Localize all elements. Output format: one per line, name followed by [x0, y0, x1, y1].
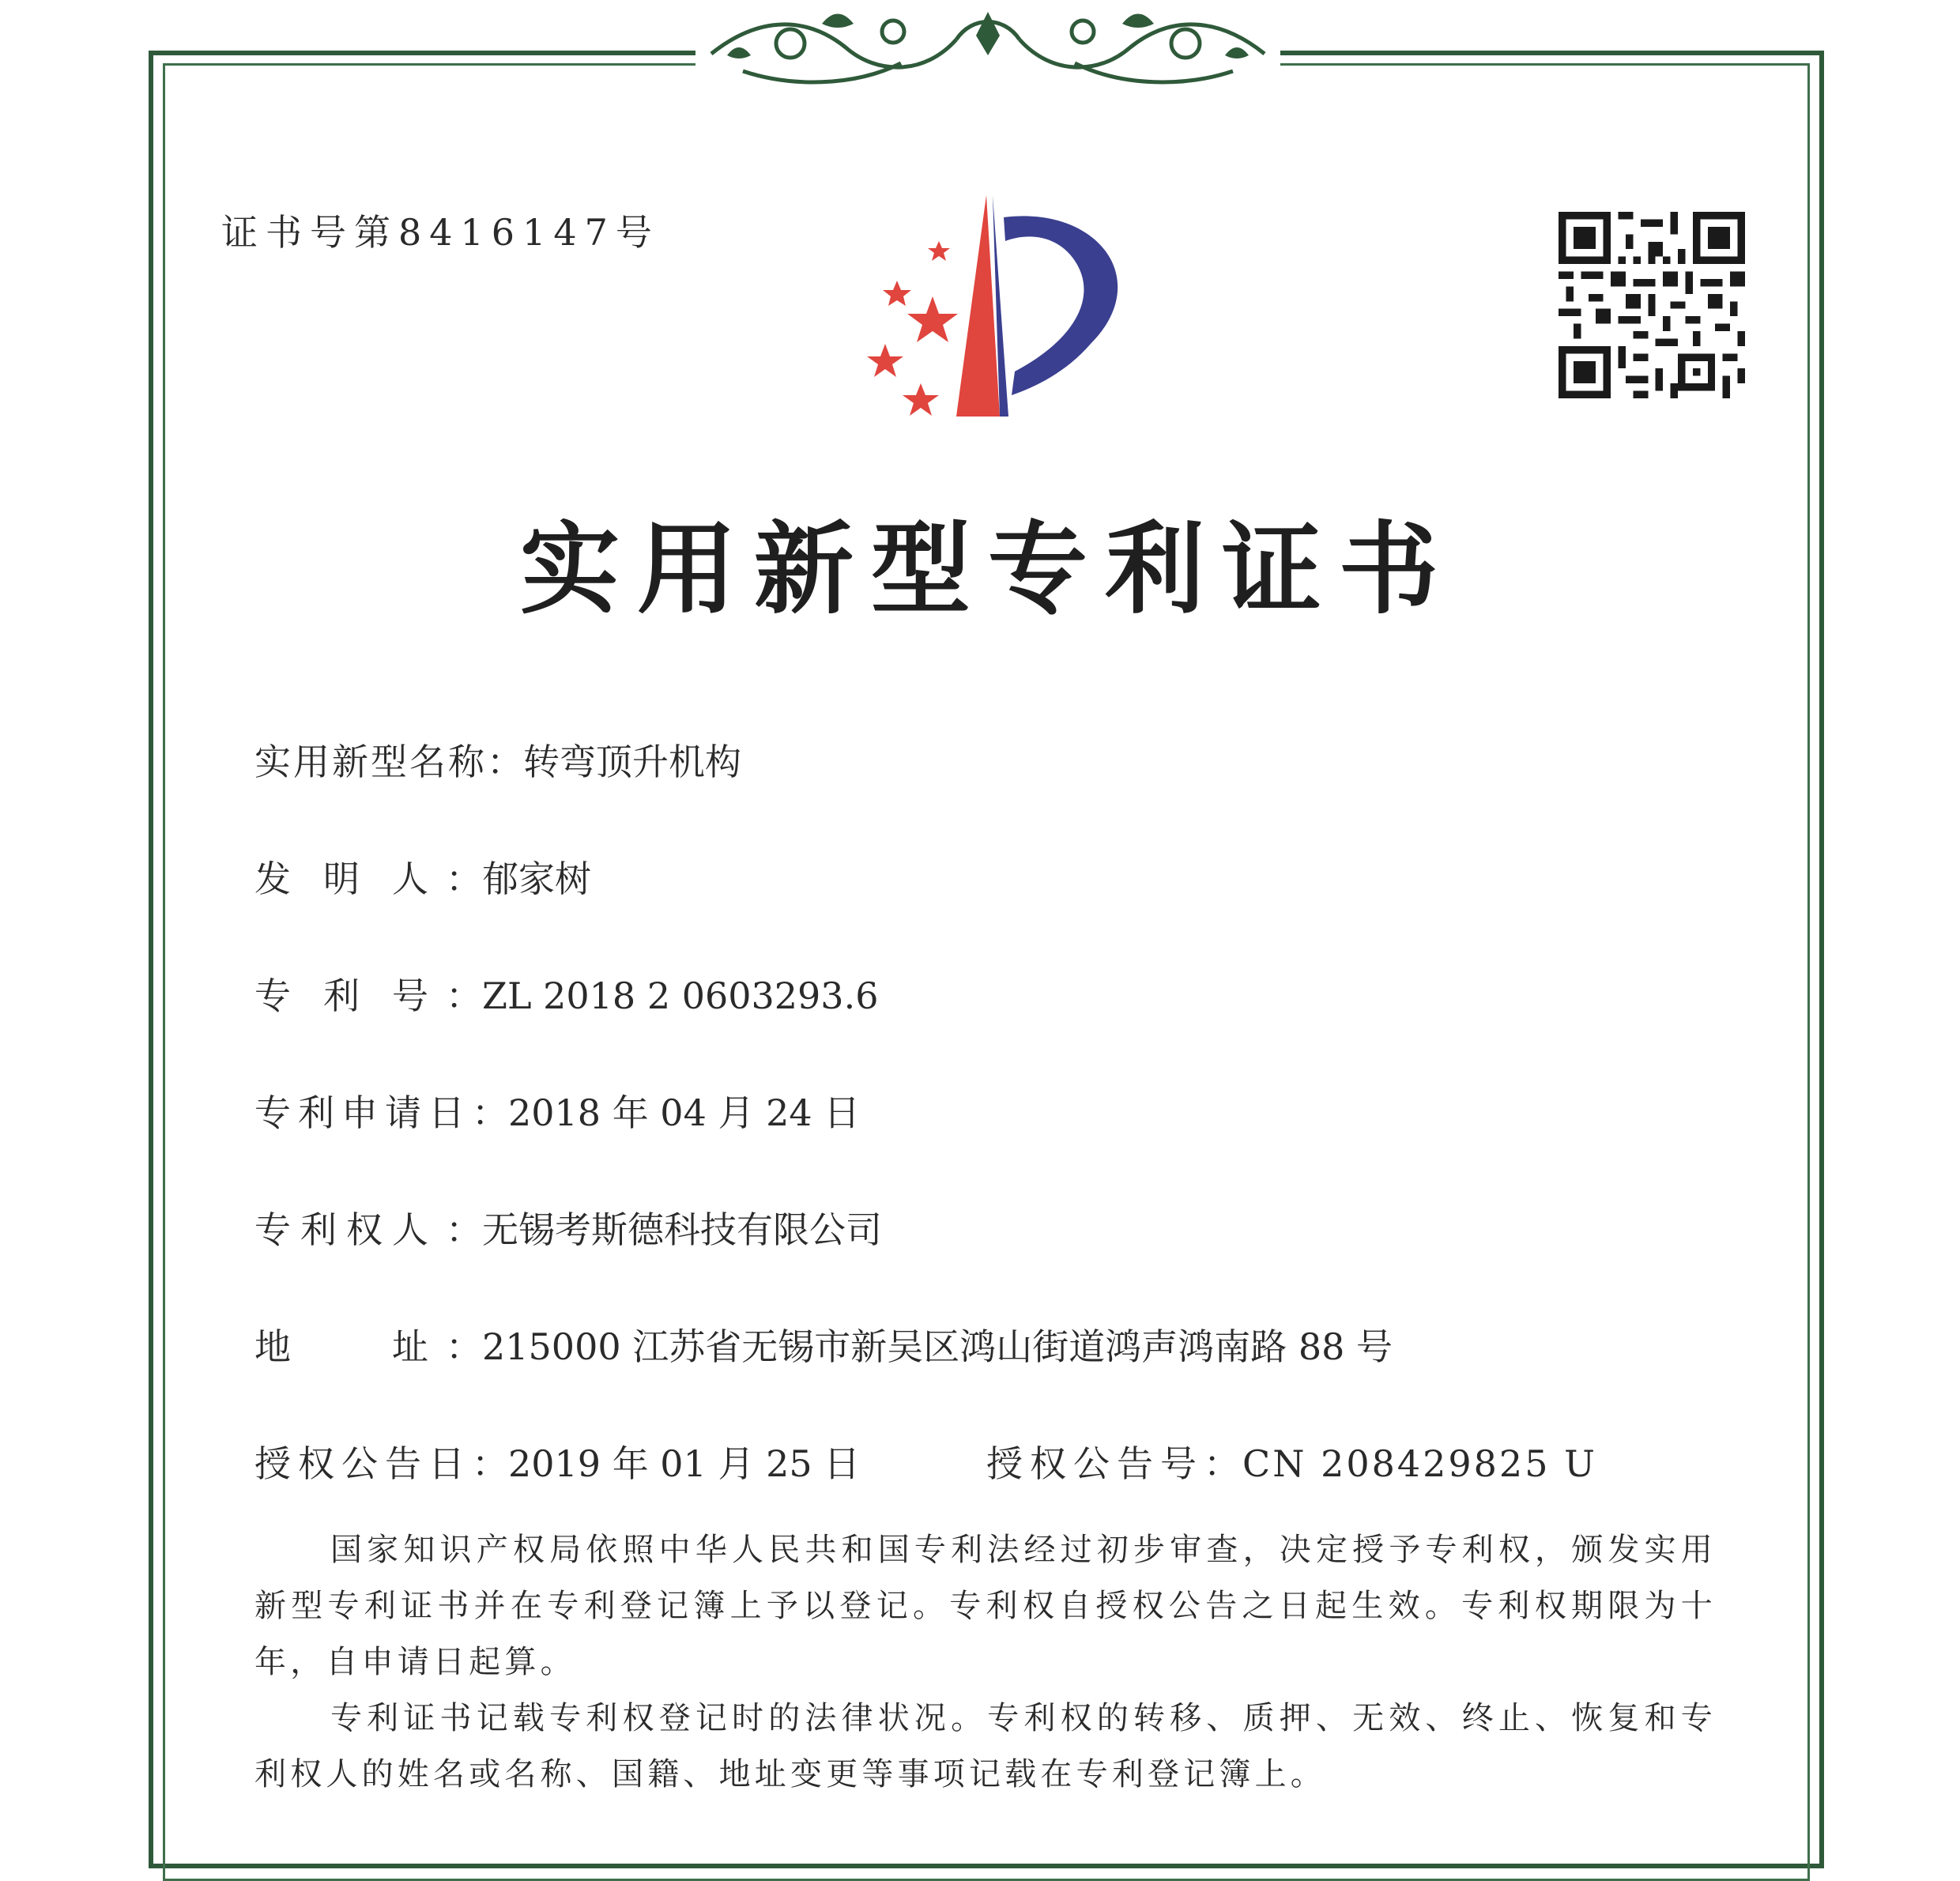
- field-label: [254, 967, 428, 1020]
- field-value: 2018 年 04 月 24 日: [508, 1091, 861, 1134]
- field-label: [254, 850, 428, 903]
- field-colon: ：: [1204, 1442, 1242, 1485]
- label-char: 专: [254, 1208, 291, 1251]
- label-char: 地: [254, 1325, 291, 1368]
- field-value: ZL 2018 2 0603293.6: [482, 974, 879, 1017]
- certificate-number: 证书号第8416147号: [221, 211, 660, 254]
- field-value: 2019 年 01 月 25 日: [508, 1442, 861, 1485]
- legal-paragraph-1: 国家知识产权局依照中华人民共和国专利法经过初步审查，决定授予专利权，颁发实用新型专利证书并在专利登记簿上予以登记。专利权自授权公告之日起生效。专利权期限为十年，自申请日起算。: [254, 1532, 1717, 1680]
- label-char: 明: [323, 858, 360, 900]
- floral-ornament-icon: [695, 0, 1280, 103]
- field-patent-number: [254, 967, 878, 1020]
- legal-paragraph-2: 专利证书记载专利权登记时的法律状况。专利权的转移、质押、无效、终止、恢复和专利权人的姓名或名称、国籍、地址变更等事项记载在专利登记簿上。: [254, 1700, 1717, 1792]
- field-value: CN 208429825 U: [1242, 1442, 1597, 1485]
- qr-code-icon: [1559, 212, 1745, 398]
- field-colon: ：: [446, 1325, 482, 1368]
- label-char: 址: [392, 1325, 428, 1368]
- field-colon: ：: [487, 741, 523, 783]
- field-grant-date: [254, 1435, 860, 1487]
- field-label: [254, 1318, 428, 1370]
- field-filing-date: [254, 1084, 860, 1137]
- field-grant-number: [986, 1435, 1597, 1487]
- label-char: 人: [392, 858, 428, 900]
- field-patentee: [254, 1201, 882, 1253]
- label-char: 专: [254, 974, 291, 1017]
- patent-office-emblem-icon: [838, 186, 1146, 423]
- field-colon: ：: [446, 974, 482, 1017]
- label-char: 人: [392, 1208, 428, 1251]
- field-label: 授权公告号: [986, 1442, 1204, 1485]
- certificate-title: 实用新型专利证书: [520, 511, 1456, 628]
- label-char: 号: [392, 974, 428, 1017]
- field-colon: ：: [446, 1208, 482, 1251]
- field-value: 转弯顶升机构: [523, 741, 741, 783]
- field-address: [254, 1318, 1393, 1370]
- label-char: 发: [254, 858, 291, 900]
- field-label: 授权公告日: [254, 1442, 472, 1485]
- field-utility-model-name: [254, 733, 741, 786]
- field-colon: ：: [446, 858, 482, 900]
- field-label: 实用新型名称: [254, 741, 487, 783]
- field-colon: ：: [472, 1091, 508, 1134]
- label-char: 利: [323, 974, 360, 1017]
- field-value: 无锡考斯德科技有限公司: [482, 1208, 882, 1251]
- label-char: 权: [346, 1208, 383, 1251]
- field-value: 215000 江苏省无锡市新吴区鸿山街道鸿声鸿南路 88 号: [482, 1325, 1393, 1368]
- field-label: 专利申请日: [254, 1091, 472, 1134]
- field-value: 郁家树: [482, 858, 591, 900]
- label-char: 利: [300, 1208, 337, 1251]
- field-label: [254, 1201, 428, 1253]
- field-colon: ：: [472, 1442, 508, 1485]
- field-inventor: [254, 850, 591, 903]
